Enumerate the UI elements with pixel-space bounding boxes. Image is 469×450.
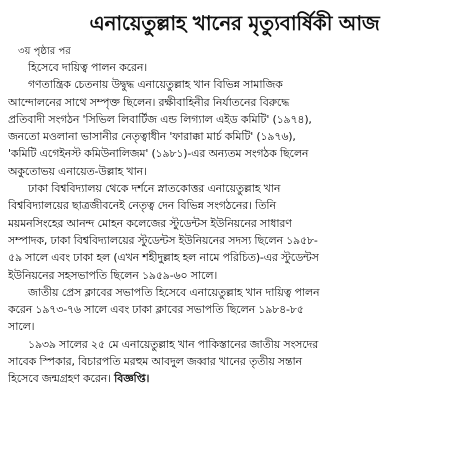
- article-line: গণতান্ত্রিক চেতনায় উদ্বুদ্ধ এনায়েতুল্লাহ খান বিভিন্ন সামাজিক: [28, 78, 283, 92]
- article-paragraph: [8, 76, 461, 180]
- article-line: আন্দোলনের সাথে সম্পৃক্ত ছিলেন। রক্ষীবাহিনীর নির্যাতনের বিরুদ্ধে: [8, 95, 290, 109]
- article-line: বিশ্ববিদ্যালয়ের ছাত্রজীবনেই নেতৃত্ব দেন বিভিন্ন সংগঠনের। তিনি: [8, 199, 276, 213]
- article-line: করেন ১৯৭৩-৭৬ সালে এবং ঢাকা ক্লাবের সভাপতি ছিলেন ১৯৮৪-৮৫: [8, 303, 304, 317]
- article-line: সম্পাদক, ঢাকা বিশ্ববিদ্যালয়ের স্টুডেন্টস ইউনিয়নের সদস্য ছিলেন ১৯৫৮-: [8, 233, 318, 247]
- article-line: ইউনিয়নের সহসভাপতি ছিলেন ১৯৫৯-৬০ সালে।: [8, 268, 218, 282]
- article-line-text: হিসেবে জন্মগ্রহণ করেন।: [8, 372, 111, 386]
- article-paragraph: [8, 284, 461, 336]
- article-line: হিসেবে দায়িত্ব পালন করেন।: [28, 61, 147, 74]
- article-line: সালে।: [8, 320, 35, 334]
- continued-from-page-label: ৩য় পৃষ্ঠার পর: [18, 46, 71, 57]
- article-line: ময়মনসিংহের আনন্দ মোহন কলেজের স্টুডেন্টস ইউনিয়নের সাধারণ: [8, 216, 292, 230]
- article-line: 'কমিটি এগেইনস্ট কমিউনালিজম' (১৯৮১)-এর অন্যতম সংগঠক ছিলেন: [8, 147, 309, 161]
- article-line: অকুতোভয় এনায়েত-উল্লাহ খান।: [8, 164, 147, 178]
- article-line: [8, 370, 461, 387]
- article-paragraph: [8, 180, 461, 284]
- article-line: সাবেক স্পিকার, বিচারপতি মরহুম আবদুল জব্বার খানের তৃতীয় সন্তান: [8, 355, 302, 369]
- article-body: [8, 59, 461, 388]
- article-line: ৫৯ সালে এবং ঢাকা হল (এখন শহীদুল্লাহ হল নামে পরিচিত)-এর স্টুডেন্টস: [8, 251, 319, 265]
- article-paragraph: [8, 59, 461, 76]
- headline: এনায়েতুল্লাহ খানের মৃত্যুবার্ষিকী আজ: [89, 11, 380, 35]
- article-line: জনতো মওলানা ভাসানীর নেতৃত্বাধীন 'ফারাক্কা মার্চ কমিটি' (১৯৭৬),: [8, 130, 296, 144]
- article-line: জাতীয় প্রেস ক্লাবের সভাপতি হিসেবে এনায়েতুল্লাহ খান দায়িত্ব পালন: [28, 285, 320, 299]
- article-line: ঢাকা বিশ্ববিদ্যালয় থেকে দর্শনে স্নাতকোত্তর এনায়েতুল্লাহ খান: [28, 182, 281, 196]
- source-credit: বিজ্ঞপ্তি।: [114, 372, 150, 386]
- article-paragraph: [8, 336, 461, 388]
- article-line: প্রতিবাদী সংগঠন 'সিভিল লিবার্টিজ এন্ড লিগ্যাল এইড কমিটি' (১৯৭৪),: [8, 112, 312, 126]
- article-line: ১৯৩৯ সালের ২৫ মে এনায়েতুল্লাহ খান পাকিস্তানের জাতীয় সংসদের: [28, 337, 319, 351]
